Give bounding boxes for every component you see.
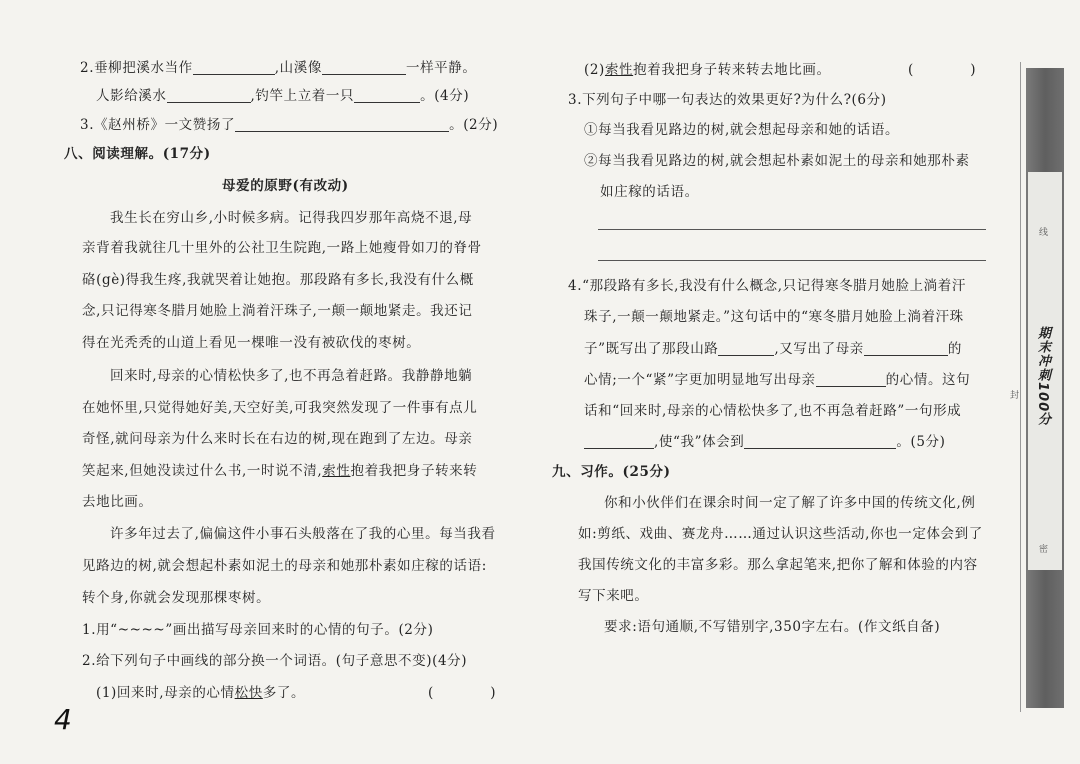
paragraph-1-line: 念,只记得寒冬腊月她脸上淌着汗珠子,一颠一颠地紧走。我还记 [82,303,473,319]
paragraph-1-line: 亲背着我就往几十里外的公社卫生院跑,一路上她瘦骨如刀的脊骨 [82,240,482,256]
sub-question-4-line: 话和“回来时,母亲的心情松快多了,也不再急着赶路”一句形成 [584,403,962,419]
answer-line[interactable] [598,229,986,230]
sub-question-2-2: (2)索性抱着我把身子转来转去地比画。 [584,62,831,78]
sub-question-2: 2.给下列句子中画线的部分换一个词语。(句子意思不变)(4分) [82,653,468,669]
section-9-heading: 九、习作。(25分) [552,464,671,480]
answer-blank[interactable] [235,117,449,132]
composition-prompt-line: 如:剪纸、戏曲、赛龙舟……通过认识这些活动,你也一定体会到了 [578,526,983,542]
fill-question-3: 3.《赵州桥》一文赞扬了 。(2分) [80,117,499,133]
option-2-cont: 如庄稼的话语。 [600,184,699,200]
answer-blank[interactable] [718,341,774,356]
answer-blank[interactable] [864,341,948,356]
answer-line[interactable] [598,260,986,261]
reading-title: 母爱的原野(有改动) [222,178,349,194]
answer-blank[interactable] [744,434,896,449]
series-label: 期末冲刺100分 [1035,326,1050,427]
option-1: ①每当我看见路边的树,就会想起母亲和她的话语。 [584,122,900,138]
sub-question-4-line: 心情;一个“紧”字更加明显地写出母亲 的心情。这句 [584,372,971,388]
sub-question-4-line: 子”既写出了那段山路 ,又写出了母亲 的 [584,341,963,357]
sub-question-2-1: (1)回来时,母亲的心情松快多了。 [96,685,306,701]
paragraph-2-line: 奇怪,就问母亲为什么来时长在右边的树,现在跑到了左边。母亲 [82,431,473,447]
paragraph-1-line: 硌(gè)得我生疼,我就哭着让她抱。那段路有多长,我没有什么概 [82,272,474,288]
sub-question-4-line: ,使“我”体会到 。(5分) [584,432,946,452]
answer-blank[interactable] [322,60,406,75]
composition-prompt-line: 你和小伙伴们在课余时间一定了解了许多中国的传统文化,例 [604,495,976,511]
answer-blank[interactable] [584,434,654,449]
answer-blank[interactable] [354,88,420,103]
answer-parentheses[interactable]: ( ) [428,685,497,701]
binding-mark: 线 [1039,228,1049,238]
section-8-heading: 八、阅读理解。(17分) [64,146,211,162]
composition-prompt-line: 写下来吧。 [578,588,649,604]
paragraph-2-line: 回来时,母亲的心情松快多了,也不再急着赶路。我静静地躺 [110,368,473,384]
answer-blank[interactable] [816,372,886,387]
wavy-line-symbol: ~~~~ [117,622,166,638]
answer-blank[interactable] [167,88,251,103]
page-number: 4 [54,703,72,736]
answer-blank[interactable] [193,60,275,75]
sub-question-4-line: 4.“那段路有多长,我没有什么概念,只记得寒冬腊月她脸上淌着汗 [568,278,966,294]
composition-requirement: 要求:语句通顺,不写错别字,350字左右。(作文纸自备) [604,619,941,635]
option-2: ②每当我看见路边的树,就会想起朴素如泥土的母亲和她那朴素 [584,153,970,169]
answer-parentheses[interactable]: ( ) [908,62,977,78]
paragraph-3-line: 许多年过去了,偏偏这件小事石头般落在了我的心里。每当我看 [110,526,496,542]
paragraph-1-line: 得在光秃秃的山道上看见一棵唯一没有被砍伐的枣树。 [82,335,421,351]
sub-question-4-line: 珠子,一颠一颠地紧走。”这句话中的“寒冬腊月她脸上淌着汗珠 [584,309,964,325]
composition-prompt-line: 我国传统文化的丰富多彩。那么拿起笔来,把你了解和体验的内容 [578,557,978,573]
paragraph-2-line: 去地比画。 [82,494,153,510]
sub-question-3: 3.下列句子中哪一句表达的效果更好?为什么?(6分) [568,92,887,108]
paragraph-2-line: 在她怀里,只觉得她好美,天空好美,可我突然发现了一件事有点儿 [82,400,478,416]
paragraph-1-line: 我生长在穷山乡,小时候多病。记得我四岁那年高烧不退,母 [110,210,473,226]
paragraph-2-line: 笑起来,但她没读过什么书,一时说不清,索性抱着我把身子转来转 [82,463,478,479]
fill-question-2-line-1: 2.垂柳把溪水当作 ,山溪像 一样平静。 [80,60,477,76]
fill-question-2-line-2: 人影给溪水 ,钓竿上立着一只 。(4分) [96,88,470,104]
sub-question-1: 1.用“~~~~”画出描写母亲回来时的心情的句子。(2分) [82,622,434,638]
binding-line [1020,62,1021,712]
paragraph-3-line: 转个身,你就会发现那棵枣树。 [82,590,271,606]
binding-mark: 封 [1010,391,1020,401]
binding-mark: 密 [1039,545,1049,555]
paragraph-3-line: 见路边的树,就会想起朴素如泥土的母亲和她那朴素如庄稼的话语: [82,558,487,574]
